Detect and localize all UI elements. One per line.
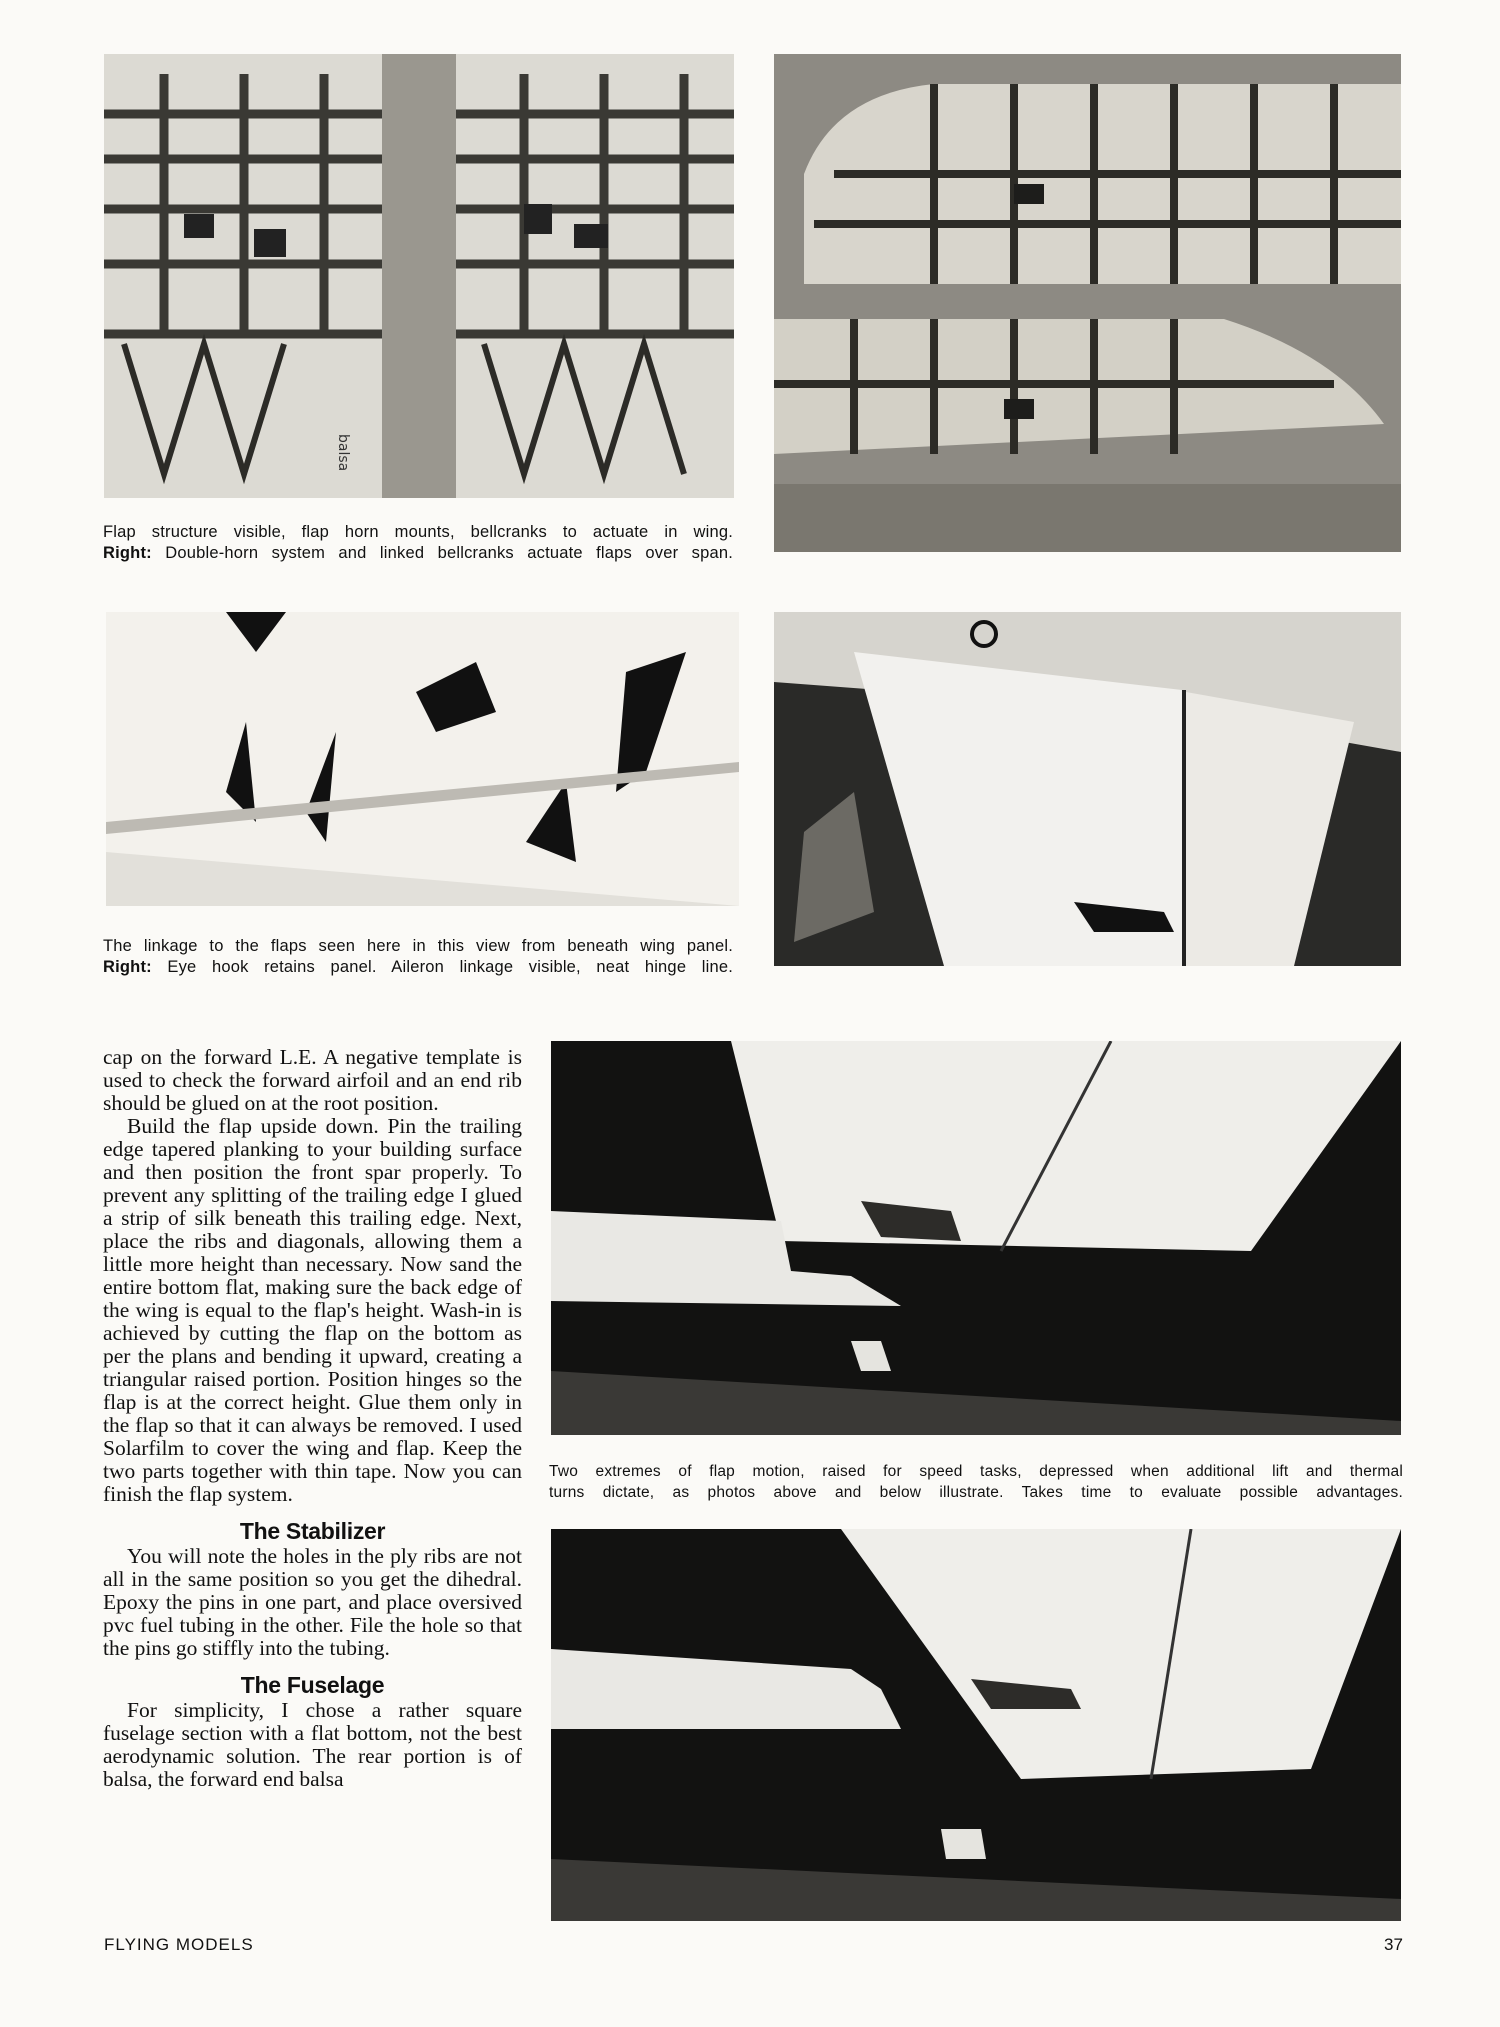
article-body xyxy=(103,1046,522,1791)
photo-flap-structure xyxy=(104,54,734,498)
caption-middle xyxy=(103,936,733,978)
paragraph: You will note the holes in the ply ribs are not all in the same position so you get the dihedral. Epoxy the pins in one part, and place oversived pvc fuel tubing in the other. File the hole so that the pins go stiffly into the tubing. xyxy=(103,1544,522,1660)
photo-linkage-beneath xyxy=(106,612,739,906)
heading-stabilizer: The Stabilizer xyxy=(239,1518,386,1544)
photo-flap-depressed xyxy=(551,1529,1401,1921)
photo-double-horn-system xyxy=(774,54,1401,552)
caption-middle-lead: Right: xyxy=(103,958,152,976)
heading-fuselage: The Fuselage xyxy=(240,1672,385,1698)
caption-top-lead: Right: xyxy=(103,544,152,562)
paragraph: Build the flap upside down. Pin the trailing edge tapered planking to your building surface and then position the front spar properly. To prevent any splitting of the trailing edge I glued a strip of silk beneath this trailing edge. Next, place the ribs and diagonals, allowing them a little more height than necessary. Now sand the entire bottom flat, making sure the back edge of the wing is equal to the flap's height. Wash-in is achieved by cutting the flap on the bottom as per the plans and bending it upward, creating a triangular raised portion. Position hinges so the flap is at the correct height. Glue them only in the flap so that it can always be removed. I used Solarfilm to cover the wing and flap. Keep the two parts together with thin tape. Now you can finish the flap system. xyxy=(103,1114,522,1506)
caption-flap-motion xyxy=(549,1461,1403,1503)
paragraph: For simplicity, I chose a rather square fuselage section with a flat bottom, not the best aerodynamic solution. The rear portion is of balsa, the forward end balsa xyxy=(103,1698,522,1791)
footer-magazine: FLYING MODELS xyxy=(104,1935,254,1954)
caption-middle-text: Eye hook retains panel. Aileron linkage visible, neat hinge line. xyxy=(151,958,733,976)
paragraph: cap on the forward L.E. A negative template is used to check the forward airfoil and an end rib should be glued on at the root position. xyxy=(103,1045,522,1115)
caption-top-line2 xyxy=(103,543,733,564)
caption-right-line2: turns dictate, as photos above and below illustrate. Takes time to evaluate possible advantages. xyxy=(549,1484,1403,1501)
caption-middle-line1: The linkage to the flaps seen here in this view from beneath wing panel. xyxy=(103,937,733,955)
photo-eye-hook xyxy=(774,612,1401,966)
caption-right-line1: Two extremes of flap motion, raised for speed tasks, depressed when additional lift and thermal xyxy=(549,1463,1403,1480)
caption-top xyxy=(103,522,733,564)
page-number: 37 xyxy=(1384,1935,1403,1954)
svg-text:balsa: balsa xyxy=(335,434,351,472)
caption-top-line1: Flap structure visible, flap horn mounts, bellcranks to actuate in wing. xyxy=(103,523,733,541)
caption-middle-line2 xyxy=(103,957,733,978)
photo-flap-raised xyxy=(551,1041,1401,1435)
caption-top-text: Double-horn system and linked bellcranks actuate flaps over span. xyxy=(151,544,733,562)
